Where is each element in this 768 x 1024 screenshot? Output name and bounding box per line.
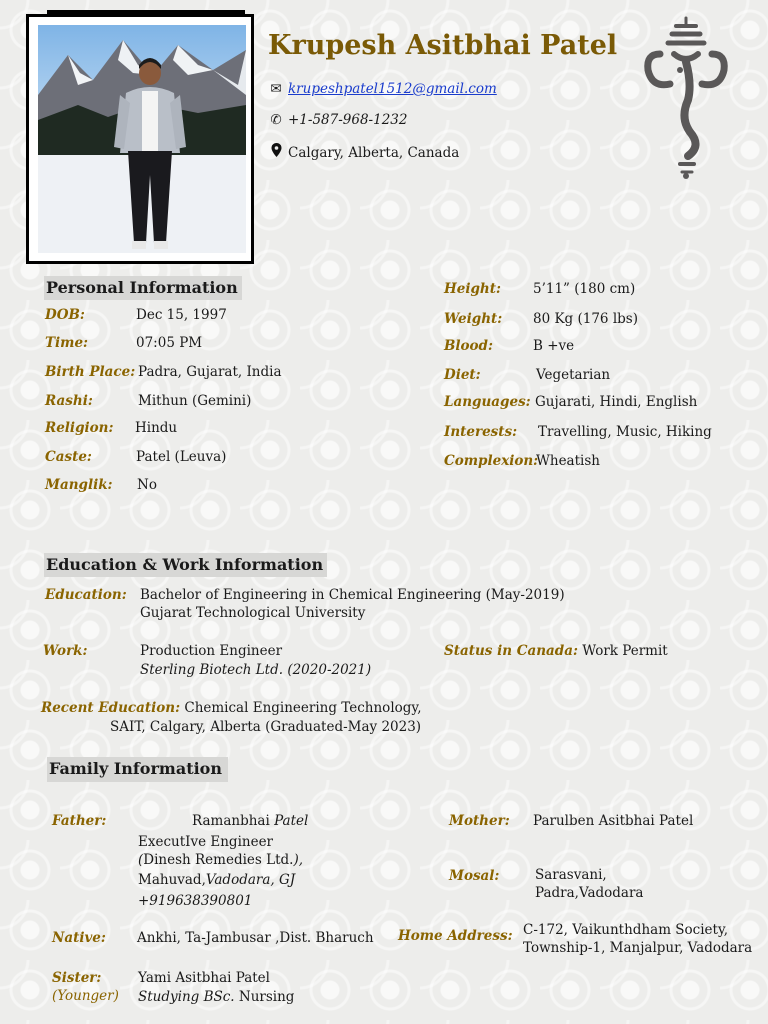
section-title-personal: Personal Information [44, 276, 242, 300]
envelope-icon: ✉ [270, 81, 282, 97]
father-town: Mahuvad, [138, 872, 206, 888]
location-text: Calgary, Alberta, Canada [288, 145, 460, 161]
mother-label: Mother: [449, 813, 510, 829]
education-label: Education: [45, 587, 127, 603]
email-link[interactable]: krupeshpatel1512@gmail.com [288, 81, 497, 97]
father-first-name: Ramanbhai [192, 813, 275, 829]
diet-label: Diet: [444, 367, 481, 383]
section-title-family: Family Information [47, 757, 228, 782]
candidate-name: Krupesh Asitbhai Patel [268, 30, 618, 61]
mother-name: Parulben Asitbhai Patel [533, 813, 694, 829]
recent-education-program: Chemical Engineering Technology, [184, 700, 422, 716]
sister-study-field: Nursing [234, 989, 295, 1005]
recent-education-label: Recent Education: [41, 700, 181, 716]
home-address-label: Home Address: [398, 928, 513, 944]
work-position: Production Engineer [140, 643, 283, 659]
weight-label: Weight: [444, 311, 503, 327]
birthplace-value: Padra, Gujarat, India [138, 364, 282, 380]
native-label: Native: [52, 930, 106, 946]
work-label: Work: [43, 643, 88, 659]
father-label: Father: [52, 813, 107, 829]
education-university: Gujarat Technological University [140, 605, 366, 621]
ganesha-emblem-icon [640, 14, 732, 180]
photo-illustration [38, 25, 246, 253]
father-employer [138, 852, 303, 868]
interests-label: Interests: [444, 424, 518, 440]
sister-label: Sister: [52, 970, 102, 986]
home-address-line2: Township-1, Manjalpur, Vadodara [523, 940, 753, 956]
languages-value: Gujarati, Hindi, English [535, 394, 698, 410]
religion-value: Hindu [135, 420, 178, 436]
time-value: 07:05 PM [136, 335, 203, 351]
profile-photo-frame [26, 14, 254, 264]
mosal-label: Mosal: [449, 868, 500, 884]
phone-number: +1-587-968-1232 [288, 112, 408, 128]
birthplace-label: Birth Place: [45, 364, 136, 380]
father-location [138, 872, 295, 888]
employer-close-paren: ), [293, 852, 304, 868]
religion-label: Religion: [45, 420, 114, 436]
status-label: Status in Canada: [444, 643, 578, 659]
rashi-label: Rashi: [45, 393, 93, 409]
native-value: Ankhi, Ta-Jambusar ,Dist. Bharuch [137, 930, 374, 946]
sister-study-prefix: Studying BSc. [138, 989, 235, 1005]
mosal-line2: Padra,Vadodara [535, 885, 644, 901]
blood-value: B +ve [533, 338, 575, 354]
sister-sublabel: (Younger) [52, 988, 119, 1004]
work-company: Sterling Biotech Ltd. (2020-2021) [140, 662, 372, 678]
sister-study [138, 989, 294, 1005]
frame-top-accent [47, 10, 245, 14]
profile-photo [38, 25, 246, 253]
time-label: Time: [45, 335, 89, 351]
caste-value: Patel (Leuva) [136, 449, 227, 465]
status-value: Work Permit [582, 643, 668, 659]
father-occupation: ExecutIve Engineer [138, 834, 274, 850]
rashi-value: Mithun (Gemini) [138, 393, 252, 409]
education-degree: Bachelor of Engineering in Chemical Engineering (May-2019) [140, 587, 565, 603]
complexion-value: Wheatish [536, 453, 600, 469]
manglik-value: No [137, 477, 157, 493]
location-row [268, 143, 459, 161]
interests-value: Travelling, Music, Hiking [538, 424, 712, 440]
phone-row [268, 112, 407, 128]
email-row [268, 81, 497, 97]
height-label: Height: [444, 281, 501, 297]
father-name [192, 813, 308, 829]
complexion-label: Complexion: [444, 453, 539, 469]
employer-name: Dinesh Remedies Ltd. [143, 852, 294, 868]
dob-value: Dec 15, 1997 [136, 307, 227, 323]
father-district: Vadodara, GJ [205, 872, 296, 888]
status-row [444, 643, 668, 659]
mosal-line1: Sarasvani, [535, 867, 607, 883]
father-phone: +919638390801 [138, 893, 253, 909]
sister-name: Yami Asitbhai Patel [138, 970, 270, 986]
employer-open-paren: ( [138, 852, 144, 868]
blood-label: Blood: [444, 338, 493, 354]
phone-icon: ✆ [270, 112, 282, 128]
father-last-name: Patel [274, 813, 309, 829]
dob-label: DOB: [45, 307, 85, 323]
recent-education-row [41, 700, 422, 716]
weight-value: 80 Kg (176 lbs) [533, 311, 638, 327]
languages-label: Languages: [444, 394, 531, 410]
home-address-line1: C-172, Vaikunthdham Society, [523, 922, 729, 938]
manglik-label: Manglik: [45, 477, 113, 493]
section-title-education: Education & Work Information [44, 553, 327, 577]
height-value: 5’11” (180 cm) [533, 281, 636, 297]
recent-education-school: SAIT, Calgary, Alberta (Graduated-May 2023) [110, 719, 422, 735]
caste-label: Caste: [45, 449, 92, 465]
diet-value: Vegetarian [536, 367, 611, 383]
location-pin-icon [268, 143, 284, 161]
